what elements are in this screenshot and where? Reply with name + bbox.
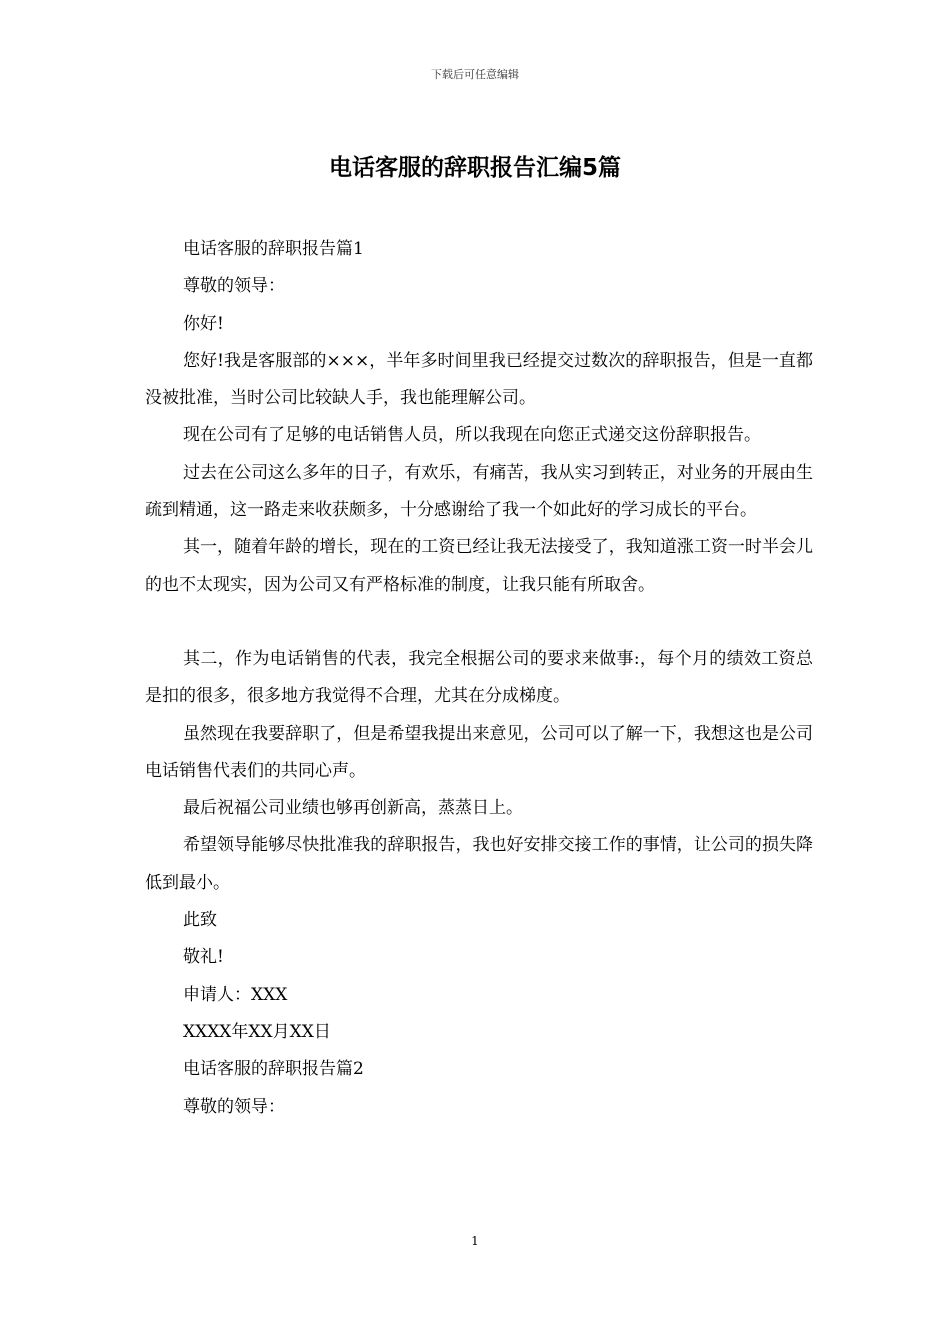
salutation: 尊敬的领导：: [183, 1096, 285, 1117]
header-note: 下载后可任意编辑: [431, 68, 519, 81]
document-title: 电话客服的辞职报告汇编5篇: [328, 155, 621, 181]
greeting: 你好!: [183, 313, 224, 334]
body-paragraph: 最后祝福公司业绩也够再创新高，蒸蒸日上。: [183, 798, 523, 819]
body-paragraph: 您好!我是客服部的×××，半年多时间里我已经提交过数次的辞职报告，但是一直都没被批准，当时公司比较缺人手，我也能理解公司。: [145, 350, 813, 409]
body-paragraph: 其一，随着年龄的增长，现在的工资已经让我无法接受了，我知道涨工资一时半会儿的也不太现实，因为公司又有严格标准的制度，让我只能有所取舍。: [145, 537, 813, 595]
body-paragraph: 希望领导能够尽快批准我的辞职报告，我也好安排交接工作的事情，让公司的损失降低到最小。: [145, 835, 813, 893]
salutation: 尊敬的领导：: [183, 276, 285, 297]
closing-line: 此致: [183, 910, 217, 931]
date-line: XXXX年XX月XX日: [183, 1021, 331, 1042]
body-paragraph: 现在公司有了足够的电话销售人员，所以我现在向您正式递交这份辞职报告。: [183, 425, 761, 446]
section-heading-1: 电话客服的辞职报告篇1: [183, 239, 364, 259]
document-body: [145, 231, 813, 1126]
section-heading-2: 电话客服的辞职报告篇2: [183, 1059, 364, 1080]
page-number: 1: [471, 1234, 479, 1248]
body-paragraph: 虽然现在我要辞职了，但是希望我提出来意见，公司可以了解一下，我想这也是公司电话销售代表们的共同心声。: [145, 723, 813, 781]
body-paragraph: 过去在公司这么多年的日子，有欢乐，有痛苦，我从实习到转正，对业务的开展由生疏到精通，这一路走来收获颇多，十分感谢给了我一个如此好的学习成长的平台。: [145, 462, 813, 521]
closing-salute: 敬礼!: [183, 947, 224, 968]
applicant-line: 申请人：XXX: [183, 984, 288, 1005]
body-paragraph: 其二，作为电话销售的代表，我完全根据公司的要求来做事:，每个月的绩效工资总是扣的很多，很多地方我觉得不合理，尤其在分成梯度。: [145, 648, 813, 707]
